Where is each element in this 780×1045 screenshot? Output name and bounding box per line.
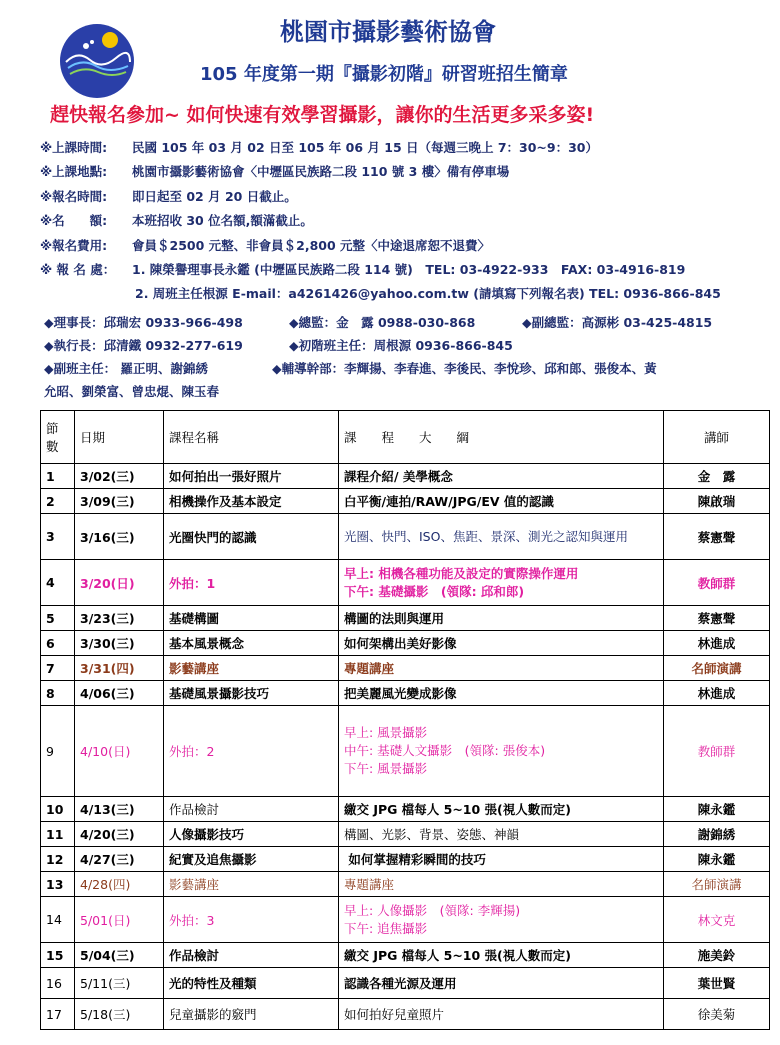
table-row: 14 5/01(日) 外拍：3 早上: 人像攝影 (領隊: 李輝揚) 下午: 追焦攝影 林文克 [41, 897, 770, 943]
header-no: 節數 [41, 411, 75, 464]
table-row: 3 3/16(三) 光圈快門的認識 光圈、快門、ISO、焦距、景深、測光之認知與運用 蔡憲聲 [41, 514, 770, 560]
page-subtitle: 105 年度第一期『攝影初階』研習班招生簡章 [200, 64, 568, 85]
schedule-table [40, 410, 770, 1030]
info-row: ※報名時間: 即日起至 02 月 20 日截止。 [40, 188, 297, 204]
staff-row: ◆執行長：邱清鐵 0932-277-619 ◆初階班主任：周根源 0936-866-845 [44, 338, 513, 353]
staff-row: ◆理事長：邱瑞宏 0933-966-498 ◆總監：金 露 0988-030-868 ◆副總監：高源彬 03-425-4815 [44, 315, 713, 330]
staff-row: ◆副班主任： 羅正明、謝錦綉 ◆輔導幹部：李輝揚、李春進、李後民、李悅珍、邱和郎、張俊本、黃 [44, 361, 657, 376]
table-row: 7 3/31(四) 影藝講座 專題講座 名師演講 [41, 656, 770, 681]
table-row: 2 3/09(三) 相機操作及基本設定 白平衡/連拍/RAW/JPG/EV 值的認識 陳啟瑞 [41, 489, 770, 514]
header-course: 課程名稱 [164, 411, 339, 464]
table-row: 1 3/02(三) 如何拍出一張好照片 課程介紹/ 美學概念 金 露 [41, 464, 770, 489]
info-row: ※報名費用: 會員＄2500 元整、非會員＄2,800 元整〈中途退席恕不退費〉 [40, 237, 491, 253]
table-row: 16 5/11(三) 光的特性及種類 認識各種光源及運用 葉世賢 [41, 968, 770, 999]
header-date: 日期 [75, 411, 164, 464]
info-row-continued: 2. 周班主任根源 E-mail：a4261426@yahoo.com.tw (請填寫下列報名表) TEL: 0936-866-845 [135, 286, 721, 302]
table-row: 6 3/30(三) 基本風景概念 如何架構出美好影像 林進成 [41, 631, 770, 656]
table-row: 13 4/28(四) 影藝講座 專題講座 名師演講 [41, 872, 770, 897]
staff-section [44, 311, 774, 403]
association-logo-icon [58, 22, 136, 100]
info-row: ※上課時間: 民國 105 年 03 月 02 日至 105 年 06 月 15 日（每週三晚上 7：30~9：30） [40, 140, 598, 155]
slogan: 趕快報名參加~ 如何快速有效學習攝影，讓你的生活更多采多姿! [50, 104, 595, 126]
table-header-row [41, 411, 770, 464]
table-row: 5 3/23(三) 基礎構圖 構圖的法則與運用 蔡憲聲 [41, 606, 770, 631]
table-row: 11 4/20(三) 人像攝影技巧 構圖、光影、背景、姿態、神韻 謝錦綉 [41, 822, 770, 847]
table-row: 9 4/10(日) 外拍：2 早上: 風景攝影 中午: 基礎人文攝影 (領隊: 張俊本) 下午: 風景攝影 教師群 [41, 706, 770, 797]
staff-row: 允昭、劉榮富、曾忠焜、陳玉春 [44, 384, 220, 399]
info-row: ※上課地點: 桃園市攝影藝術協會〈中壢區民族路二段 110 號 3 樓〉備有停車場 [40, 164, 510, 180]
table-row: 8 4/06(三) 基礎風景攝影技巧 把美麗風光變成影像 林進成 [41, 681, 770, 706]
info-row: ※名 額: 本班招收 30 位名額,額滿截止。 [40, 213, 313, 229]
org-title: 桃園市攝影藝術協會 [280, 18, 496, 46]
header-outline: 課 程 大 綱 [339, 411, 664, 464]
table-row: 12 4/27(三) 紀實及追焦攝影 如何掌握精彩瞬間的技巧 陳永鑑 [41, 847, 770, 872]
table-row: 17 5/18(三) 兒童攝影的竅門 如何拍好兒童照片 徐美菊 [41, 999, 770, 1030]
table-row: 15 5/04(三) 作品檢討 繳交 JPG 檔每人 5~10 張(視人數而定) 施美鈴 [41, 943, 770, 968]
header-teacher: 講師 [664, 411, 770, 464]
info-section [40, 136, 770, 307]
table-row: 10 4/13(三) 作品檢討 繳交 JPG 檔每人 5~10 張(視人數而定) 陳永鑑 [41, 797, 770, 822]
table-row: 4 3/20(日) 外拍：1 早上: 相機各種功能及設定的實際操作運用 下午: 基礎攝影 (領隊: 邱和郎) 教師群 [41, 560, 770, 606]
info-row: ※ 報 名 處： 1. 陳榮譽理事長永鑑 (中壢區民族路二段 114 號) TEL: 03-4922-933 FAX: 03-4916-819 [40, 261, 686, 277]
